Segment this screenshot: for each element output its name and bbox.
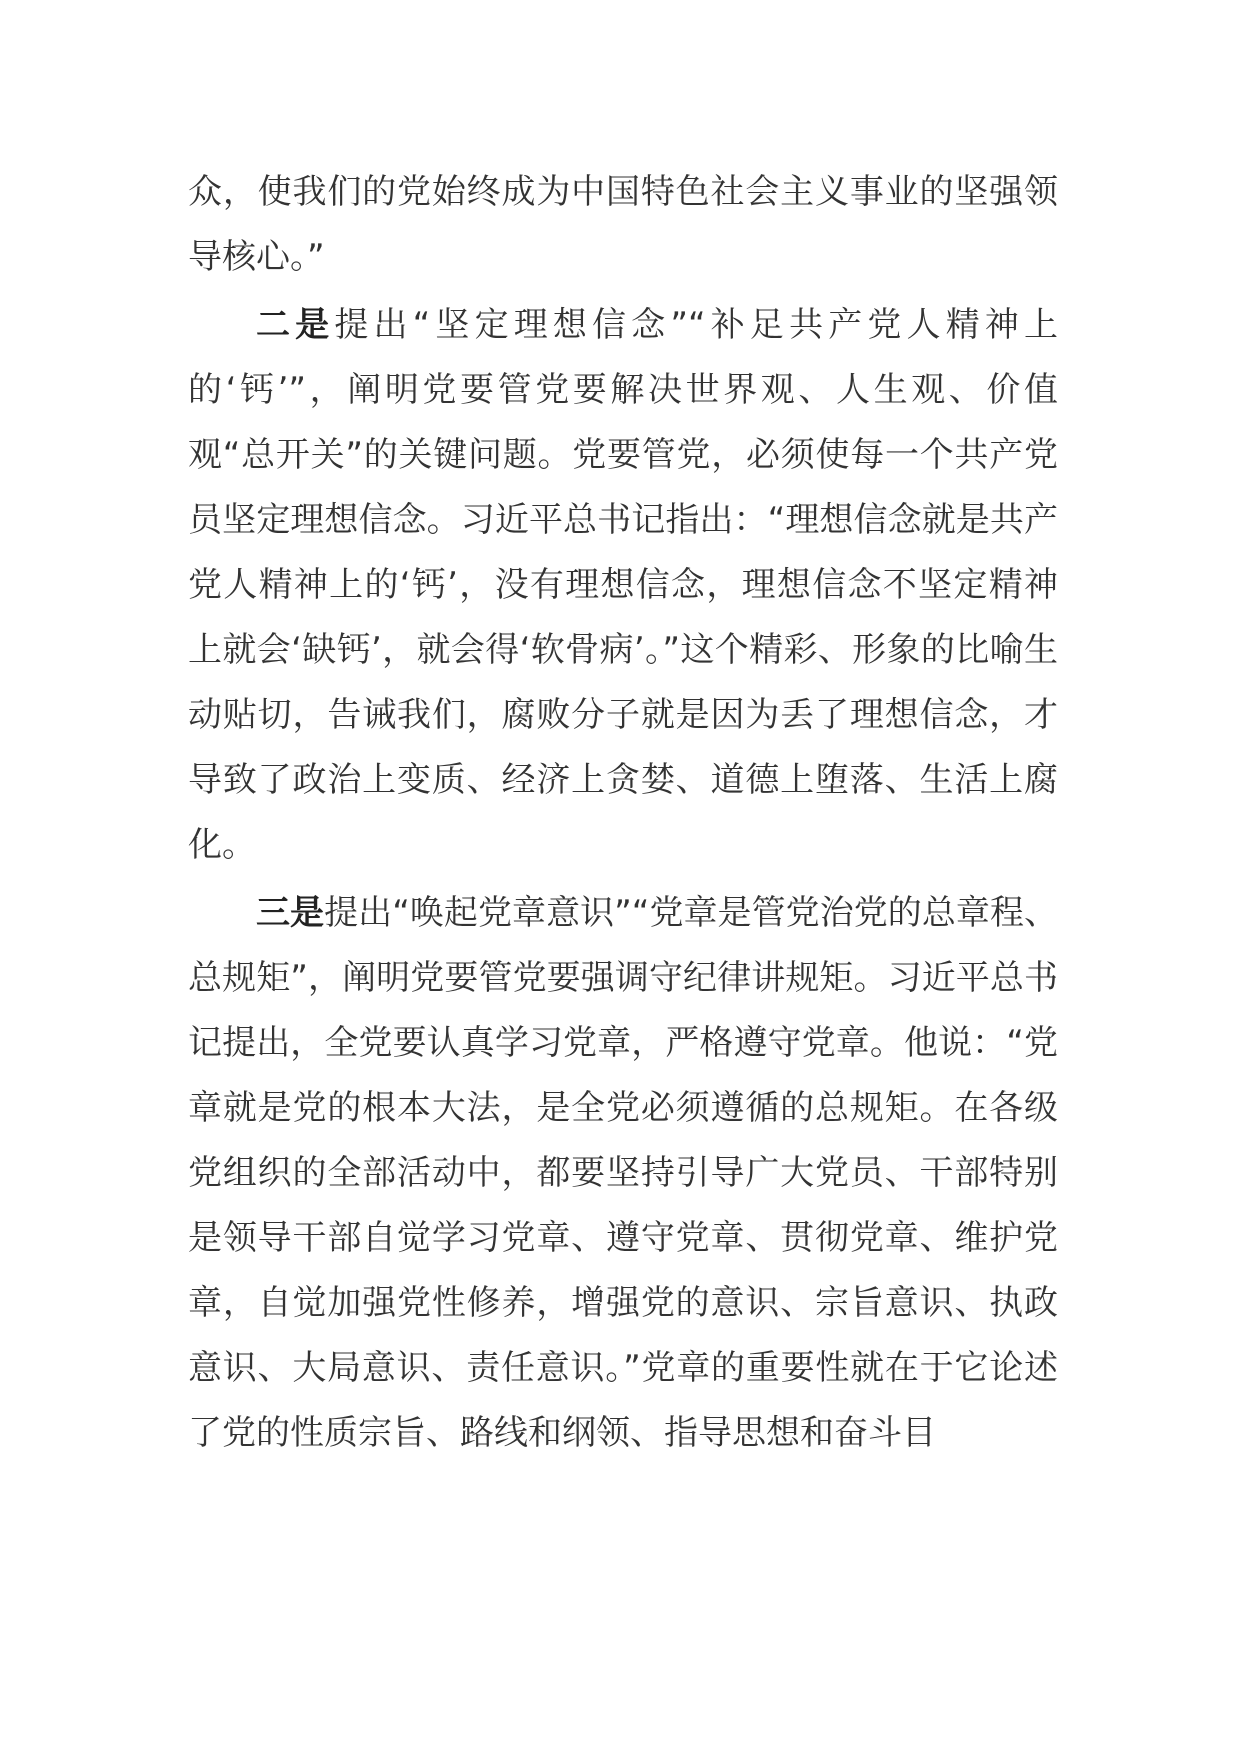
paragraph-lead: 三是 [256, 893, 325, 933]
paragraph-continuation [188, 160, 1058, 290]
paragraph-point-two [188, 293, 1058, 878]
paragraph-text: 提出“唤起党章意识”“党章是管党治党的总章程、总规矩”，阐明党要管党要强调守纪律讲规矩。习近平总书记提出，全党要认真学习党章，严格遵守党章。他说：“党章就是党的根本大法，是全党必须遵循的总规矩。在各级党组织的全部活动中，都要坚持引导广大党员、干部特别是领导干部自觉学习党章、遵守党章、贯彻党章、维护党章，自觉加强党性修养，增强党的意识、宗旨意识、执政意识、大局意识、责任意识。”党章的重要性就在于它论述了党的性质宗旨、路线和纲领、指导思想和奋斗目 [188, 893, 1059, 1453]
paragraph-lead: 二是 [256, 305, 335, 345]
document-body [188, 160, 1058, 1469]
paragraph-text: 提出“坚定理想信念”“补足共产党人精神上的‘钙’”，阐明党要管党要解决世界观、人生观、价值观“总开关”的关键问题。党要管党，必须使每一个共产党员坚定理想信念。习近平总书记指出：“理想信念就是共产党人精神上的‘钙’，没有理想信念，理想信念不坚定精神上就会‘缺钙’，就会得‘软骨病’。”这个精彩、形象的比喻生动贴切，告诫我们，腐败分子就是因为丢了理想信念，才导致了政治上变质、经济上贪婪、道德上堕落、生活上腐化。 [188, 305, 1059, 865]
paragraph-text: 众，使我们的党始终成为中国特色社会主义事业的坚强领导核心。” [188, 172, 1058, 277]
paragraph-point-three [188, 881, 1058, 1466]
